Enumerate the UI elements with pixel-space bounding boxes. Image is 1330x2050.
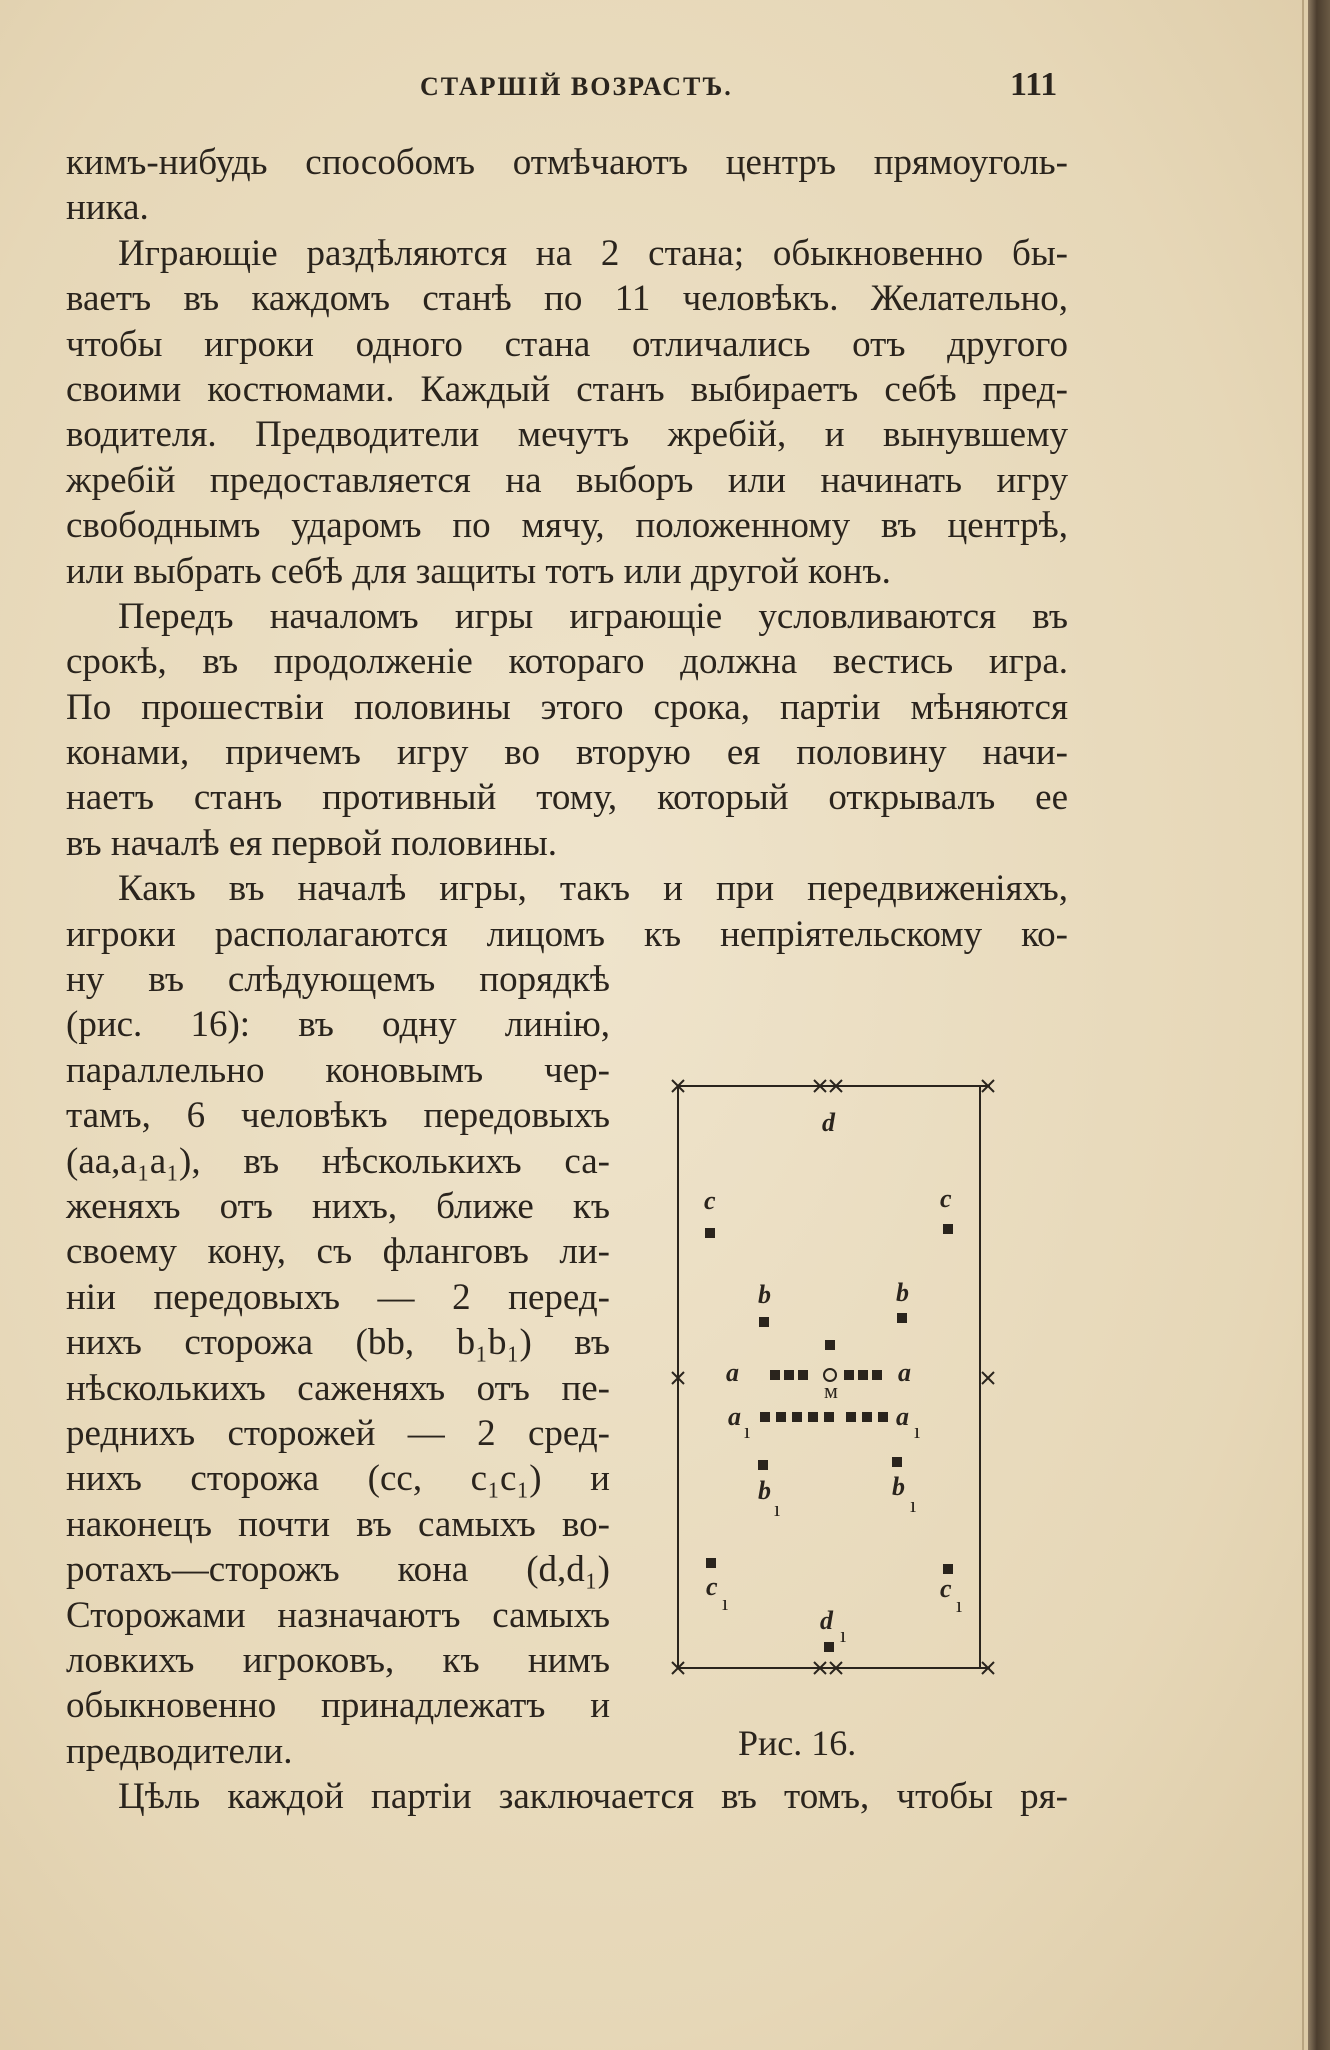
- text-line: водителя. Предводители мечутъ жребій, и вынувшему: [66, 414, 1068, 456]
- text-line: ваетъ въ каждомъ станѣ по 11 человѣкъ. Желательно,: [66, 278, 1068, 320]
- label-d1: d: [820, 1606, 833, 1635]
- label-sub: ı: [956, 1592, 963, 1617]
- text-line: конами, причемъ игру во вторую ея половину начи-: [66, 732, 1068, 774]
- text-line: ну въ слѣдующемъ порядкѣ: [66, 959, 610, 1001]
- label-a1-right: a: [896, 1402, 909, 1431]
- text-line: наконецъ почти въ самыхъ во-: [66, 1503, 610, 1545]
- text-line: срокѣ, въ продолженіе котораго должна вестись игра.: [66, 641, 1068, 683]
- label-b-left: b: [758, 1280, 771, 1309]
- label-a-left: a: [726, 1358, 739, 1387]
- label-sub: ı: [914, 1418, 921, 1443]
- text-line: ловкихъ игроковъ, къ нимъ: [66, 1639, 610, 1681]
- label-c1-right: c: [940, 1574, 952, 1603]
- page-edge-line: [1302, 0, 1304, 2050]
- label-b1-left: b: [758, 1476, 771, 1505]
- label-b1-right: b: [892, 1472, 905, 1501]
- label-c-left: c: [704, 1186, 716, 1215]
- book-spine: [1308, 0, 1330, 2050]
- text-line: или выбрать себѣ для защиты тотъ или другой конъ.: [66, 550, 891, 592]
- label-sub: ı: [910, 1492, 917, 1517]
- text-line: (aa,a₁a₁), въ нѣсколькихъ са-: [66, 1140, 610, 1182]
- label-sub: ı: [840, 1622, 847, 1647]
- text-line: жребій предоставляется на выборъ или начинать игру: [66, 459, 1068, 501]
- figure-caption: Рис. 16.: [738, 1723, 857, 1763]
- label-sub: ı: [744, 1418, 751, 1443]
- text-line: женяхъ отъ нихъ, ближе къ: [66, 1185, 610, 1227]
- field-diagram: [670, 1072, 1002, 1682]
- text-line: предводители.: [66, 1730, 293, 1772]
- text-line: своими костюмами. Каждый станъ выбираетъ себѣ пред-: [66, 368, 1068, 410]
- label-sub: ı: [722, 1590, 729, 1615]
- text-line: нѣсколькихъ саженяхъ отъ пе-: [66, 1367, 610, 1409]
- label-a1-left: a: [728, 1402, 741, 1431]
- text-line: (рис. 16): въ одну линію,: [66, 1004, 610, 1046]
- text-line: въ началѣ ея первой половины.: [66, 822, 557, 864]
- text-line: Цѣль каждой партіи заключается въ томъ, чтобы ря-: [118, 1776, 1068, 1818]
- text-line: свободнымъ ударомъ по мячу, положенному въ центрѣ,: [66, 505, 1068, 547]
- label-a-right: a: [898, 1358, 911, 1387]
- text-line: наетъ станъ противный тому, который открывалъ ее: [66, 777, 1068, 819]
- text-line: обыкновенно принадлежатъ и: [66, 1685, 610, 1727]
- label-sub: ı: [774, 1496, 781, 1521]
- label-d: d: [822, 1108, 835, 1137]
- text-line: реднихъ сторожей — 2 сред-: [66, 1412, 610, 1454]
- text-line: нихъ сторожа (cc, c₁c₁) и: [66, 1458, 610, 1500]
- text-line: тамъ, 6 человѣкъ передовыхъ: [66, 1095, 610, 1137]
- text-line: чтобы игроки одного стана отличались отъ другого: [66, 323, 1068, 365]
- running-head: СТАРШІЙ ВОЗРАСТЪ.: [420, 72, 733, 101]
- text-line: По прошествіи половины этого срока, партіи мѣняются: [66, 686, 1068, 728]
- text-line: ника.: [66, 187, 149, 229]
- field-diagram-lines: [670, 1072, 1002, 1682]
- text-line: кимъ-нибудь способомъ отмѣчаютъ центръ прямоуголь-: [66, 142, 1068, 183]
- text-line: Какъ въ началѣ игры, такъ и при передвиженіяхъ,: [118, 868, 1068, 910]
- label-m: м: [824, 1378, 838, 1403]
- text-line: Сторожами назначаютъ самыхъ: [66, 1594, 610, 1636]
- text-line: Играющіе раздѣляются на 2 стана; обыкновенно бы-: [118, 232, 1068, 274]
- text-line: параллельно коновымъ чер-: [66, 1049, 610, 1091]
- text-line: ротахъ—сторожъ кона (d,d₁): [66, 1549, 610, 1591]
- text-line: нихъ сторожа (bb, b₁b₁) въ: [66, 1322, 610, 1364]
- label-c1-left: c: [706, 1572, 718, 1601]
- page-number: 111: [1010, 66, 1058, 103]
- text-line: Передъ началомъ игры играющіе условливаются въ: [118, 595, 1068, 637]
- label-b-right: b: [896, 1278, 909, 1307]
- label-c-right: c: [940, 1184, 952, 1213]
- text-line: своему кону, съ фланговъ ли-: [66, 1231, 610, 1273]
- text-line: ніи передовыхъ — 2 перед-: [66, 1276, 610, 1318]
- text-line: игроки располагаются лицомъ къ непріятельскому ко-: [66, 913, 1068, 955]
